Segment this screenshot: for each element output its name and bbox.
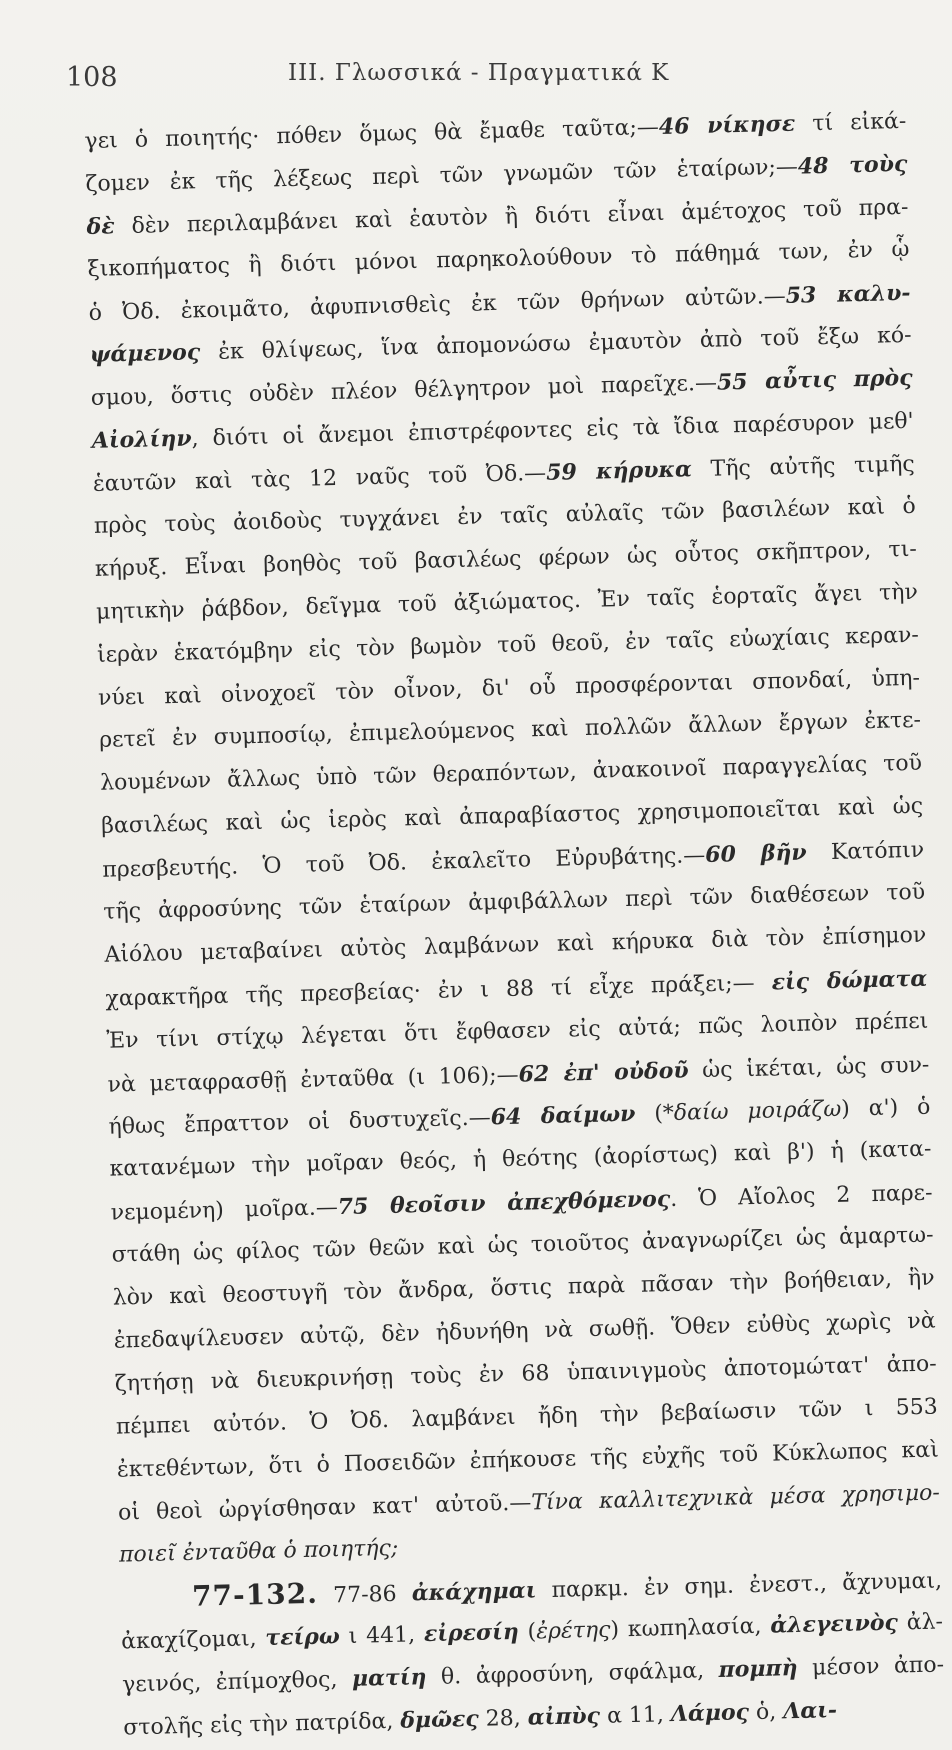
lemma-text: 53 καλυ-: [785, 279, 911, 309]
text-segment: Κατόπιν: [806, 837, 925, 866]
text-segment: ) κωπηλασία,: [610, 1613, 771, 1643]
lemma-text: 60 βῆν: [704, 839, 807, 869]
lemma-text: τείρω: [265, 1623, 341, 1652]
running-head: ΙΙΙ. Γλωσσικά - Πραγματικά Κ: [288, 60, 670, 86]
text-segment: χαρακτῆρα τῆς πρεσβείας· ἐν ι 88 τί εἶχε πράξει;—: [105, 970, 772, 1012]
lemma-text: πομπὴ: [718, 1655, 798, 1684]
text-segment: ι 441,: [339, 1622, 425, 1650]
text-segment: μητικὴν ῥάβδον, δεῖγμα τοῦ ἀξιώματος. Ἐν ταῖς ἑορταῖς ἄγει τὴν: [95, 579, 919, 625]
text-segment: ζομεν ἐκ τῆς λέξεως περὶ τῶν γνωμῶν τῶν ἑταίρων;—: [85, 154, 799, 197]
lemma-text: ματίη: [351, 1664, 427, 1692]
lemma-text: ποιεῖ ἐνταῦθα ὁ ποιητής;: [118, 1536, 399, 1568]
lemma-text: *δαίω μοιράζω: [662, 1097, 842, 1127]
text-segment: λουμένων ἄλλως ὑπὸ τῶν θεραπόντων, ἀνακοινοῖ παραγγελίας τοῦ: [99, 751, 923, 797]
text-segment: . Ὁ Αἴολος 2 παρε-: [669, 1180, 933, 1213]
text-segment: οἱ θεοὶ ὠργίσθησαν κατ' αὐτοῦ.—: [117, 1489, 532, 1526]
text-segment: τί εἰκά-: [794, 108, 907, 137]
text-segment: στολῆς εἰς τὴν πατρίδα,: [122, 1708, 401, 1741]
text-segment: (: [635, 1101, 664, 1128]
lemma-text: 48 τοὺς: [797, 150, 908, 180]
text-segment: ἐκτεθέντων, ὅτι ὁ Ποσειδῶν ἐπήκουσε τῆς εὐχῆς τοῦ Κύκλωπος καὶ: [116, 1437, 940, 1483]
text-segment: πρὸς τοὺς ἀοιδοὺς τυγχάνει ἐν ταῖς αὐλαῖς τῶν βασιλέων καὶ ὁ: [93, 493, 916, 539]
text-segment: ρετεῖ ἐν συμποσίῳ, ἐπιμελούμενος καὶ πολλῶν ἄλλων ἔργων ἐκτε-: [98, 708, 922, 754]
lemma-text: εἰς δώματα: [771, 965, 928, 996]
text-segment: 28,: [478, 1705, 529, 1732]
text-segment: θ. ἀφροσύνη, σφάλμα,: [426, 1658, 719, 1691]
text-segment: γει ὁ ποιητής· πόθεν ὅμως θὰ ἔμαθε ταῦτα;—: [84, 114, 660, 154]
page-number: 108: [66, 62, 118, 93]
text-segment: στάθη ὡς φίλος τῶν θεῶν καὶ ὡς τοιοῦτος ἀναγνωρίζει ὡς ἁμαρτω-: [111, 1222, 934, 1268]
lemma-text: ψάμενος: [89, 339, 201, 369]
text-segment: (: [518, 1619, 537, 1645]
lemma-text: Λάμος: [670, 1699, 750, 1728]
text-segment: κατανέμων τὴν μοῖραν θεός, ἡ θεότης (ἀορίστως) καὶ β') ἡ (κατα-: [109, 1136, 932, 1183]
commentary-text: [84, 100, 946, 1749]
text-segment: 77-86: [317, 1581, 413, 1610]
lemma-text: αἰπὺς: [527, 1702, 601, 1731]
text-segment: γεινός, ἐπίμοχθος,: [121, 1666, 353, 1698]
lemma-text: 55 αὖτις πρὸς: [716, 365, 913, 396]
text-segment: ζητήσῃ νὰ διευκρινήσῃ τοὺς ἐν 68 ὑπαινιγμοὺς ἀποτομώτατ' ἀπο-: [114, 1351, 937, 1397]
text-segment: πέμπει αὐτόν. Ὁ Ὀδ. λαμβάνει ἤδη τὴν βεβαίωσιν τῶν ι 553: [115, 1394, 938, 1440]
text-segment: μέσον ἀπο-: [797, 1652, 945, 1682]
page-header: [66, 62, 906, 102]
lemma-text: εἰρεσίη: [423, 1619, 520, 1648]
section-heading: 77-132.: [191, 1577, 319, 1614]
text-segment: κήρυξ. Εἶναι βοηθὸς τοῦ βασιλέως φέρων ὡς οὗτος σκῆπτρον, τι-: [94, 536, 918, 582]
text-segment: ὁ Ὀδ. ἐκοιμᾶτο, ἀφυπνισθεὶς ἐκ τῶν θρήνων αὐτῶν.—: [88, 283, 786, 326]
lemma-text: δμῶες: [399, 1705, 480, 1734]
text-segment: ὡς ἱκέται, ὡς συν-: [688, 1052, 930, 1084]
lemma-text: 64 δαίμων: [490, 1101, 636, 1131]
lemma-text: 62 ἐπ' οὐδοῦ: [518, 1057, 689, 1088]
text-segment: Τῆς αὐτῆς τιμῆς: [691, 451, 915, 483]
text-segment: ξικοπήματος ἢ διότι μόνοι παρηκολούθουν τὸ πάθημά των, ἐν ᾧ: [87, 236, 910, 282]
lemma-text: ἀκάχημαι: [411, 1577, 537, 1607]
text-segment: ὁ,: [748, 1699, 784, 1726]
lemma-text: ἐρέτης: [535, 1617, 611, 1645]
text-segment: ἱερὰν ἑκατόμβην εἰς τὸν βωμὸν τοῦ θεοῦ, ἐν ταῖς εὐωχίαις κεραν-: [96, 622, 920, 668]
text-segment: Αἰόλου μεταβαίνει αὐτὸς λαμβάνων καὶ κήρυκα διὰ τὸν ἐπίσημον: [104, 922, 927, 968]
lemma-text: Τίνα καλλιτεχνικὰ μέσα χρησιμο-: [531, 1480, 941, 1515]
text-segment: ) α') ὁ: [840, 1095, 931, 1123]
lemma-text: 46 νίκησε: [658, 110, 796, 140]
lemma-text: Λαι-: [782, 1697, 838, 1725]
text-segment: παρκμ. ἐν σημ. ἐνεστ., ἄχνυμαι,: [536, 1568, 943, 1604]
text-segment: νεμομένη) μοῖρα.—: [110, 1195, 339, 1226]
text-segment: ήθως ἔπραττον οἱ δυστυχεῖς.—: [108, 1105, 491, 1141]
lemma-text: 59 κήρυκα: [545, 456, 693, 486]
text-segment: βασιλέως καὶ ὡς ἱερὸς καὶ ἀπαραβίαστος χρησιμοποιεῖται καὶ ὡς: [100, 793, 924, 840]
text-segment: δὲν περιλαμβάνει καὶ ἑαυτὸν ἢ διότι εἶναι ἀμέτοχος τοῦ πρα-: [114, 194, 909, 240]
text-segment: νύει καὶ οἰνοχοεῖ τὸν οἶνον, δι' οὗ προσφέρονται σπονδαί, ὑπη-: [97, 665, 921, 711]
text-segment: πρεσβευτής. Ὁ τοῦ Ὀδ. ἐκαλεῖτο Εὐρυβάτης.—: [102, 843, 706, 883]
text-segment: τῆς ἀφροσύνης τῶν ἑταίρων ἀμφιβάλλων περὶ τῶν διαθέσεων τοῦ: [103, 879, 926, 925]
text-segment: ἐκ θλίψεως, ἵνα ἀπομονώσω ἐμαυτὸν ἀπὸ τοῦ ἔξω κό-: [199, 323, 912, 366]
text-segment: ἀλ-: [897, 1609, 944, 1636]
lemma-text: δὲ: [86, 213, 115, 240]
text-segment: Ἐν τίνι στίχῳ λέγεται ὅτι ἔφθασεν εἰς αὐτά; πῶς λοιπὸν πρέπει: [106, 1008, 929, 1054]
lemma-text: 75 θεοῖσιν ἀπεχθόμενος: [337, 1186, 671, 1221]
text-segment: ἀκαχίζομαι,: [120, 1626, 266, 1655]
lemma-text: ἀλεγεινὸς: [769, 1609, 899, 1639]
text-segment: λὸν καὶ θεοστυγῆ τὸν ἄνδρα, ὅστις παρὰ πᾶσαν τὴν βοήθειαν, ἣν: [112, 1265, 935, 1311]
text-segment: α 11,: [599, 1702, 672, 1729]
text-segment: νὰ μεταφρασθῇ ἐνταῦθα (ι 106);—: [107, 1062, 519, 1098]
text-segment: σμου, ὅστις οὐδὲν πλέον θέλγητρον μοὶ παρεῖχε.—: [90, 370, 718, 412]
text-segment: ἑαυτῶν καὶ τὰς 12 ναῦς τοῦ Ὀδ.—: [92, 460, 547, 498]
text-segment: ἐπεδαψίλευσεν αὐτῷ, δὲν ἠδυνήθη νὰ σωθῇ. Ὅθεν εὐθὺς χωρὶς νὰ: [113, 1308, 936, 1354]
lemma-text: Αἰολίην: [91, 425, 192, 455]
text-segment: , διότι οἱ ἄνεμοι ἐπιστρέφοντες εἰς τὰ ἴδια παρέσυρον μεθ': [191, 409, 914, 452]
